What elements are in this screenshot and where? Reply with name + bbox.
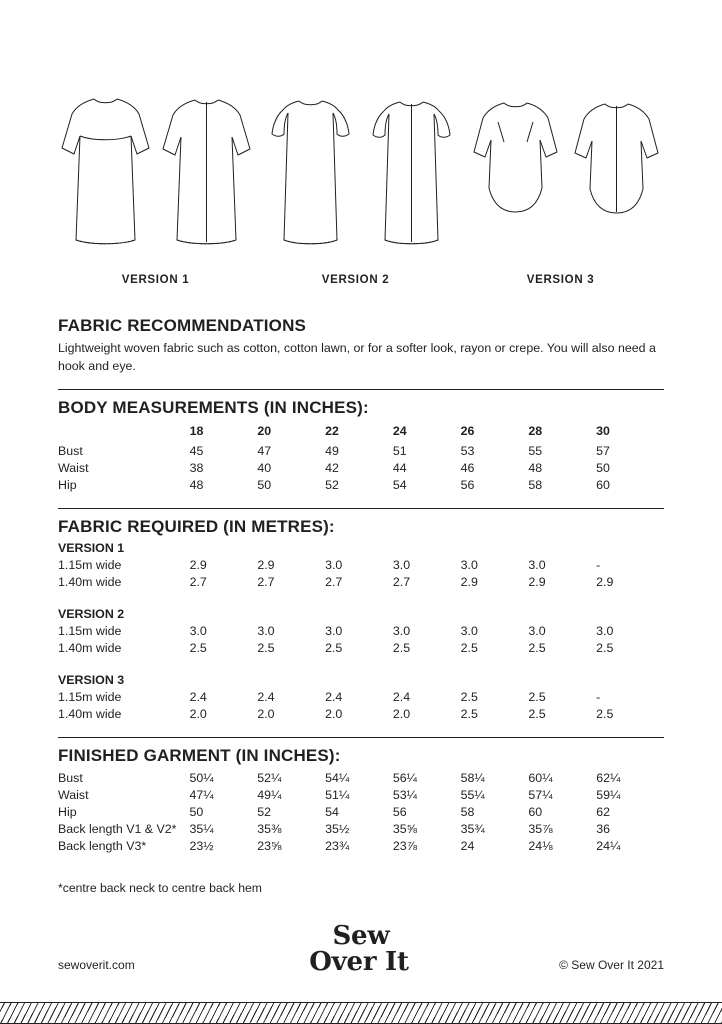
size-header-28: 28 [528, 423, 543, 438]
cell: - [596, 690, 601, 705]
row-label: 1.15m wide [58, 558, 122, 573]
table-row [58, 443, 664, 460]
divider-finished-garment [58, 737, 664, 738]
cell: - [596, 558, 601, 573]
row-label: Back length V1 & V2* [58, 822, 177, 837]
website-link[interactable]: sewoverit.com [58, 958, 135, 972]
cell: 60¼ [528, 771, 553, 786]
body-measurements-title: BODY MEASUREMENTS (IN INCHES): [58, 398, 369, 418]
cell: 51 [392, 444, 407, 459]
cell: 35¾ [460, 822, 485, 837]
row-label: 1.40m wide [58, 707, 122, 722]
cell: 60 [528, 805, 543, 820]
cell: 2.9 [596, 575, 614, 590]
fabric-recommendations-text: Lightweight woven fabric such as cotton, cotton lawn, or for a softer look, rayon or crepe. You will also need a hook and eye. [58, 341, 656, 373]
cell: 35⅝ [392, 822, 417, 837]
cell: 2.5 [528, 707, 546, 722]
cell: 3.0 [325, 558, 343, 573]
cell: 48 [528, 461, 543, 476]
size-header-30: 30 [596, 423, 610, 438]
cell: 54 [392, 478, 407, 493]
cell: 55 [528, 444, 543, 459]
version-2-illustration-group [263, 92, 459, 252]
cell: 3.0 [189, 624, 207, 639]
cell: 58 [460, 805, 475, 820]
cell: 2.4 [257, 690, 275, 705]
table-row [58, 574, 664, 591]
cell: 53 [460, 444, 475, 459]
cell: 36 [596, 822, 610, 837]
cell: 24¼ [596, 839, 621, 854]
cell: 35⅞ [528, 822, 553, 837]
fabric-required-table-v3 [58, 689, 664, 723]
cell: 2.5 [528, 641, 546, 656]
cell: 3.0 [460, 624, 478, 639]
size-header-20: 20 [257, 423, 272, 438]
cell: 2.9 [528, 575, 546, 590]
table-row [58, 838, 664, 855]
version-3-front-illustration [468, 92, 563, 252]
garment-illustrations [58, 0, 664, 252]
cell: 3.0 [392, 624, 411, 639]
cell: 40 [257, 461, 272, 476]
cell: 24⅛ [528, 839, 553, 854]
version-3-illustration-group [468, 92, 664, 252]
cell: 2.4 [325, 690, 343, 705]
fabric-required-group-1-name: VERSION 1 [58, 540, 125, 555]
cell: 55¼ [460, 788, 485, 803]
cell: 49 [325, 444, 339, 459]
row-label: Hip [58, 805, 77, 820]
cell: 35⅜ [257, 822, 282, 837]
body-measurements-section [58, 398, 664, 494]
row-label: Waist [58, 788, 89, 803]
cell: 2.9 [257, 558, 275, 573]
divider-body-measurements [58, 389, 664, 390]
cell: 2.5 [596, 707, 614, 722]
cell: 3.0 [460, 558, 478, 573]
table-row [58, 477, 664, 494]
cell: 50¼ [189, 771, 214, 786]
size-header-18: 18 [189, 423, 204, 438]
cell: 56¼ [392, 771, 417, 786]
version-3-back-illustration [569, 92, 664, 252]
cell: 50 [257, 478, 272, 493]
logo-line-1: Sew [332, 920, 390, 951]
cell: 48 [189, 478, 204, 493]
cell: 2.0 [325, 707, 343, 722]
cell: 46 [460, 461, 475, 476]
sew-over-it-logo [309, 920, 409, 978]
row-label: Waist [58, 461, 89, 476]
cell: 38 [189, 461, 204, 476]
divider-fabric-required [58, 508, 664, 509]
size-header-22: 22 [325, 423, 339, 438]
row-label: 1.15m wide [58, 624, 122, 639]
cell: 58¼ [460, 771, 485, 786]
logo-line-2: Over It [309, 947, 409, 978]
cell: 52 [325, 478, 339, 493]
cell: 45 [189, 444, 204, 459]
cell: 2.9 [189, 558, 207, 573]
cell: 2.7 [257, 575, 275, 590]
cell: 53¼ [392, 788, 417, 803]
cell: 3.0 [528, 624, 546, 639]
body-measurements-table [58, 422, 664, 494]
cell: 49¼ [257, 788, 282, 803]
table-row [58, 804, 664, 821]
cell: 47 [257, 444, 272, 459]
row-label: 1.15m wide [58, 690, 122, 705]
cell: 54¼ [325, 771, 350, 786]
cell: 62¼ [596, 771, 621, 786]
fabric-required-title: FABRIC REQUIRED (IN METRES): [58, 516, 335, 536]
row-label: Hip [58, 478, 77, 493]
version-1-front-illustration [58, 92, 153, 252]
cell: 2.4 [189, 690, 207, 705]
cell: 35½ [325, 822, 350, 837]
version-2-front-illustration [263, 92, 358, 252]
version-label-2: VERSION 2 [321, 274, 390, 286]
table-header-row [58, 422, 664, 443]
cell: 62 [596, 805, 610, 820]
table-row [58, 770, 664, 787]
cell: 52 [257, 805, 272, 820]
cell: 2.5 [460, 707, 478, 722]
version-2-back-illustration [364, 92, 459, 252]
version-1-illustration-group [58, 92, 254, 252]
fabric-required-section [58, 517, 664, 723]
fabric-required-table-v1 [58, 557, 664, 591]
cell: 56 [392, 805, 407, 820]
table-row [58, 821, 664, 838]
fabric-required-group-3-name: VERSION 3 [58, 672, 125, 687]
cell: 2.5 [189, 641, 207, 656]
cell: 2.5 [460, 690, 478, 705]
cell: 50 [189, 805, 204, 820]
row-label: Bust [58, 771, 83, 786]
cell: 50 [596, 461, 610, 476]
version-label-1: VERSION 1 [121, 274, 190, 286]
cell: 2.4 [392, 690, 411, 705]
cell: 2.0 [257, 707, 275, 722]
cell: 2.5 [460, 641, 478, 656]
cell: 54 [325, 805, 339, 820]
row-label: Back length V3* [58, 839, 147, 854]
row-label: 1.40m wide [58, 641, 122, 656]
cell: 3.0 [257, 624, 275, 639]
cell: 47¼ [189, 788, 214, 803]
cell: 2.5 [325, 641, 343, 656]
cell: 2.5 [528, 690, 546, 705]
cell: 52¼ [257, 771, 282, 786]
cell: 3.0 [325, 624, 343, 639]
fabric-required-table-v2 [58, 623, 664, 657]
table-row [58, 623, 664, 640]
fabric-recommendations-title: FABRIC RECOMMENDATIONS [58, 316, 307, 335]
footnote: *centre back neck to centre back hem [58, 880, 262, 895]
table-row [58, 460, 664, 477]
cell: 23⅝ [257, 839, 282, 854]
cell: 23¾ [325, 839, 350, 854]
cell: 57¼ [528, 788, 553, 803]
cell: 2.7 [189, 575, 207, 590]
copyright-text: © Sew Over It 2021 [559, 958, 664, 972]
cell: 2.5 [596, 641, 614, 656]
cell: 23⅞ [392, 839, 417, 854]
page-footer [58, 920, 664, 978]
finished-garment-table [58, 770, 664, 855]
version-label-3: VERSION 3 [526, 274, 595, 286]
cell: 42 [325, 461, 339, 476]
cell: 2.7 [325, 575, 343, 590]
fabric-required-group-2-name: VERSION 2 [58, 606, 125, 621]
cell: 44 [392, 461, 407, 476]
version-1-back-illustration [159, 92, 254, 252]
bottom-hatch-strip [0, 1002, 722, 1024]
cell: 2.0 [392, 707, 411, 722]
cell: 35¼ [189, 822, 214, 837]
cell: 57 [596, 444, 610, 459]
size-header-blank [58, 422, 190, 443]
table-row [58, 689, 664, 706]
cell: 3.0 [528, 558, 546, 573]
cell: 24 [460, 839, 475, 854]
cell: 58 [528, 478, 543, 493]
row-label: Bust [58, 444, 83, 459]
version-labels [58, 274, 664, 286]
cell: 23½ [189, 839, 214, 854]
table-row [58, 787, 664, 804]
finished-garment-title: FINISHED GARMENT (IN INCHES): [58, 745, 341, 765]
size-header-24: 24 [392, 423, 407, 438]
cell: 2.7 [392, 575, 411, 590]
cell: 51¼ [325, 788, 350, 803]
cell: 2.9 [460, 575, 478, 590]
cell: 3.0 [596, 624, 614, 639]
cell: 2.0 [189, 707, 207, 722]
fabric-recommendations-section [58, 316, 664, 375]
cell: 60 [596, 478, 610, 493]
table-row [58, 557, 664, 574]
finished-garment-section [58, 746, 664, 855]
table-row [58, 640, 664, 657]
cell: 2.5 [257, 641, 275, 656]
table-row [58, 706, 664, 723]
cell: 2.5 [392, 641, 411, 656]
cell: 59¼ [596, 788, 621, 803]
size-header-26: 26 [460, 423, 475, 438]
row-label: 1.40m wide [58, 575, 122, 590]
cell: 56 [460, 478, 475, 493]
cell: 3.0 [392, 558, 411, 573]
